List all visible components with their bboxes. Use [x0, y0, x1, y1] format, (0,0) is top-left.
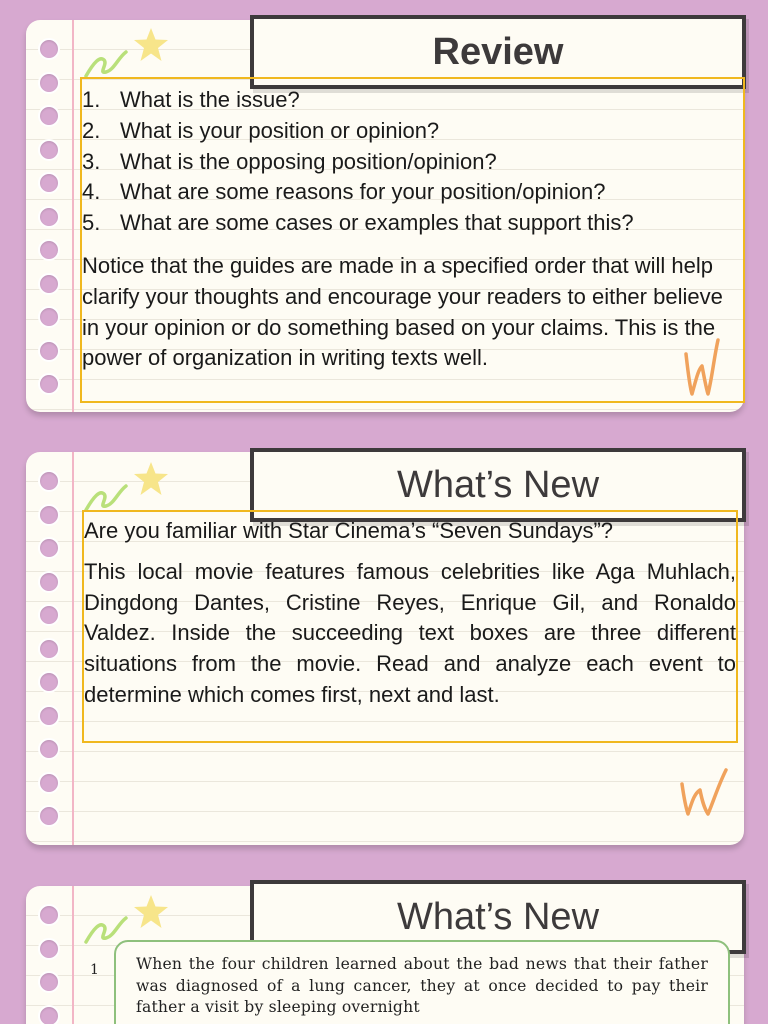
event-text-box	[114, 940, 730, 1024]
binder-holes	[38, 470, 60, 839]
binder-hole	[38, 373, 60, 395]
page-title: Review	[432, 30, 564, 73]
binder-hole	[38, 239, 60, 261]
intro-question: Are you familiar with Star Cinema’s “Seven Sundays”?	[84, 518, 614, 543]
list-item: 5. What are some cases or examples that support this?	[82, 210, 634, 236]
review-content-box	[80, 77, 745, 403]
binder-hole	[38, 772, 60, 794]
binder-hole	[38, 971, 60, 993]
binder-holes	[38, 904, 60, 1024]
binder-hole	[38, 638, 60, 660]
margin-line	[72, 20, 74, 412]
orange-squiggle-icon	[678, 332, 724, 406]
green-squiggle-icon	[82, 42, 132, 82]
section-title: What’s New	[396, 895, 600, 938]
binder-hole	[38, 537, 60, 559]
binder-hole	[38, 470, 60, 492]
star-icon	[132, 26, 170, 64]
notice-paragraph: Notice that the guides are made in a specified order that will help clarify your thoughts and encourage your readers to either believe in your opinion or do something based on your claims. This is the power of organization in writing texts well.	[82, 252, 723, 371]
binder-hole	[38, 504, 60, 526]
margin-line	[72, 886, 74, 1024]
binder-hole	[38, 206, 60, 228]
binder-hole	[38, 705, 60, 727]
binder-hole	[38, 604, 60, 626]
event-text: When the four children learned about the bad news that their father was diagnosed of a lung cancer, they at once decided to pay their father a visit by sleeping overnight	[136, 955, 708, 1016]
binder-hole	[38, 571, 60, 593]
binder-hole	[38, 805, 60, 827]
binder-hole	[38, 340, 60, 362]
question-list	[82, 85, 743, 239]
binder-hole	[38, 139, 60, 161]
binder-hole	[38, 72, 60, 94]
list-item: 4. What are some reasons for your position/opinion?	[82, 179, 606, 205]
binder-hole	[38, 172, 60, 194]
list-item: 3. What is the opposing position/opinion?	[82, 148, 497, 174]
binder-holes	[38, 38, 60, 407]
binder-hole	[38, 105, 60, 127]
whats-new-content-box	[82, 510, 738, 743]
binder-hole	[38, 38, 60, 60]
item-number: 1	[90, 962, 99, 978]
orange-squiggle-icon	[676, 764, 732, 822]
binder-hole	[38, 273, 60, 295]
section-title: What’s New	[396, 463, 600, 506]
binder-hole	[38, 671, 60, 693]
list-item: 1. What is the issue?	[82, 87, 300, 112]
binder-hole	[38, 306, 60, 328]
binder-hole	[38, 938, 60, 960]
binder-hole	[38, 1005, 60, 1024]
movie-paragraph: This local movie features famous celebrities like Aga Muhlach, Dingdong Dantes, Cristine Reyes, Enrique Gil, and Ronaldo Valdez. Inside the succeeding text boxes are three different situations from the movie. Read and analyze each event to determine which comes first, next and last.	[84, 558, 736, 707]
binder-hole	[38, 904, 60, 926]
star-icon	[132, 893, 170, 931]
margin-line	[72, 452, 74, 845]
list-item: 2. What is your position or opinion?	[82, 117, 440, 143]
star-icon	[132, 460, 170, 498]
binder-hole	[38, 738, 60, 760]
